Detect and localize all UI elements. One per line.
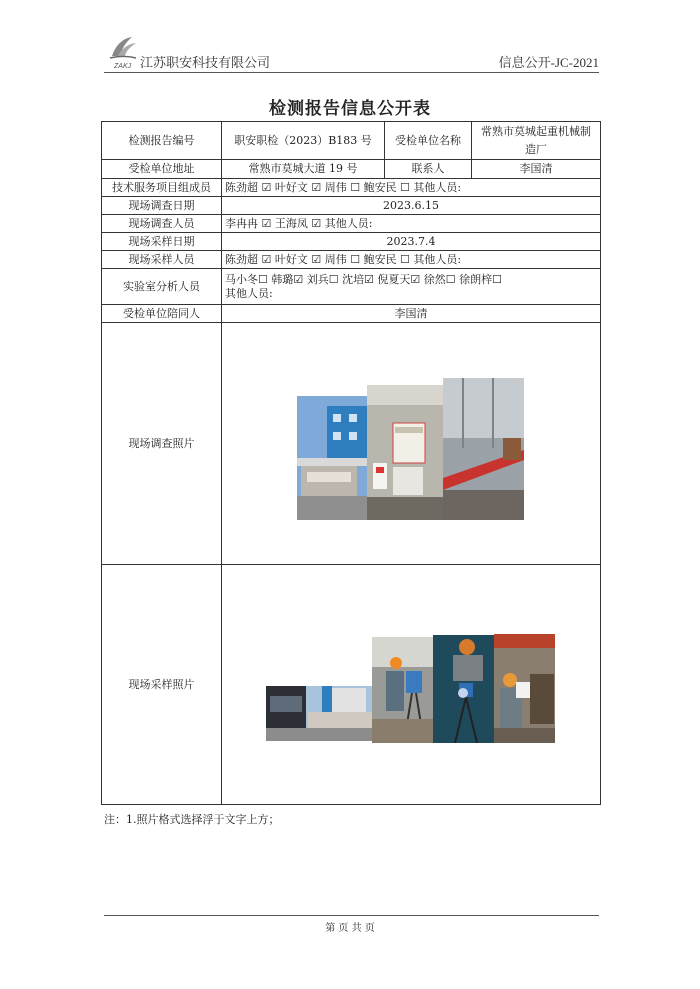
table-row [102,269,601,305]
survey-photo-noticeboard [367,385,443,520]
sample-staff-label: 现场采样人员 [102,251,222,269]
sample-photo-worker-1 [372,637,433,743]
report-no-label: 检测报告编号 [102,122,222,160]
address-value: 常熟市莫城大道 19 号 [222,160,385,179]
unit-name-label: 受检单位名称 [385,122,472,160]
lab-label: 实验室分析人员 [102,269,222,305]
unit-name-value: 常熟市莫城起重机械制造厂 [472,122,601,160]
contact-value: 李国清 [472,160,601,179]
lab-value-line2: 其他人员: [225,286,273,300]
survey-staff-label: 现场调查人员 [102,215,222,233]
page-title: 检测报告信息公开表 [269,99,431,119]
sample-photo-label: 现场采样照片 [102,565,222,805]
page-number: 第 页 共 页 [325,923,375,934]
escort-value: 李国清 [222,305,601,323]
survey-photo-label: 现场调查照片 [102,323,222,565]
table-row [102,197,601,215]
survey-photo-workshop [443,378,524,520]
page-footer-rule [104,915,599,916]
table-row [102,233,601,251]
table-row [102,122,601,160]
sample-date-value: 2023.7.4 [222,233,601,251]
sample-date-label: 现场采样日期 [102,233,222,251]
company-name: 江苏职安科技有限公司 [140,56,271,71]
survey-photo-building [297,396,367,520]
survey-date-value: 2023.6.15 [222,197,601,215]
sample-staff-value: 陈劲超 ☑ 叶好文 ☑ 周伟 ☐ 鲍安民 ☐ 其他人员: [222,251,601,269]
document-code: 信息公开-JC-2021 [498,55,599,70]
company-logo-icon [106,34,140,70]
table-row [102,305,601,323]
contact-label: 联系人 [385,160,472,179]
logo-text: ZAKJ [114,63,132,70]
page-header [104,34,599,73]
address-label: 受检单位地址 [102,160,222,179]
report-no-value: 职安职检（2023）B183 号 [222,122,385,160]
table-row [102,215,601,233]
escort-label: 受检单位陪同人 [102,305,222,323]
sample-photo-factory-gate [266,686,372,741]
table-row [102,251,601,269]
table-row [102,160,601,179]
table-row [102,179,601,197]
sample-photo-worker-3 [494,634,555,743]
team-value: 陈劲超 ☑ 叶好文 ☑ 周伟 ☐ 鲍安民 ☐ 其他人员: [222,179,601,197]
survey-staff-value: 李冉冉 ☑ 王海凤 ☑ 其他人员: [222,215,601,233]
team-label: 技术服务项目组成员 [102,179,222,197]
sample-photo-worker-2 [433,635,494,743]
survey-date-label: 现场调查日期 [102,197,222,215]
table-note: 注：1.照片格式选择浮于文字上方； [104,813,280,826]
lab-value [222,269,601,305]
lab-value-line1: 马小冬☐ 韩璐☑ 刘兵☐ 沈培☑ 倪夏天☑ 徐然☐ 徐朗梓☐ [225,272,503,286]
